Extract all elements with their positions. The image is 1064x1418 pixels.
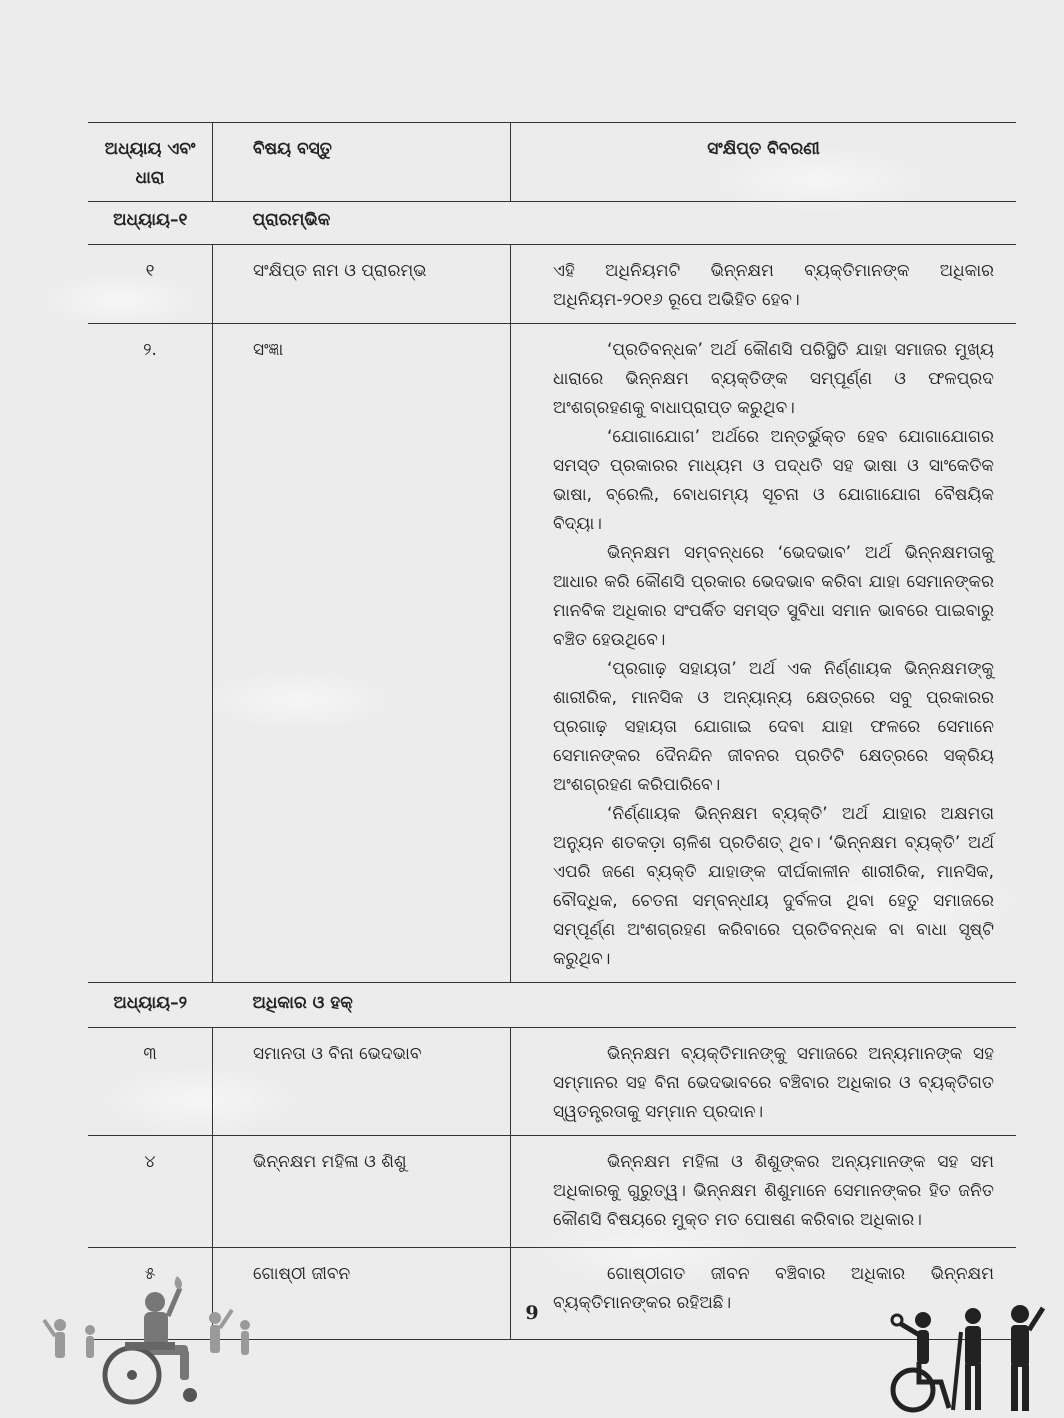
summary-paragraph: ‘ନିର୍ଣ୍ଣାୟକ ଭିନ୍ନକ୍ଷମ ବ୍ୟକ୍ତି’ ଅର୍ଥ ଯାହାର ଅକ୍ଷମତା ଅନ୍ୟୁନ ଶତକଡ଼ା ଚାଳିଶ ପ୍ରତିଶତ୍ ଥିବ। ‘ଭିନ୍ନକ୍ଷମ ବ୍ୟକ୍ତି’ ଅର୍ଥ ଏପରି ଜଣେ ବ୍ୟକ୍ତି ଯାହାଙ୍କ ଦୀର୍ଘକାଳୀନ ଶାରୀରିକ, ମାନସିକ, ବୌଦ୍ଧିକ, ଚେତନା ସମ୍ବନ୍ଧୀୟ ଦୁର୍ବଳତା ଥିବା ହେତୁ ସମାଜରେ ସମ୍ପୂର୍ଣ୍ଣ ଅଂଶଗ୍ରହଣ କରିବାରେ ପ୍ରତିବନ୍ଧକ ବା ବାଧା ସୃଷ୍ଟି କରୁଥିବ। [553, 804, 994, 969]
section-subject: ଭିନ୍ନକ୍ଷମ ମହିଳା ଓ ଶିଶୁ [213, 1136, 511, 1248]
chapter-row [88, 983, 1016, 1028]
section-subject: ସମାନତା ଓ ବିନା ଭେଦଭାବ [213, 1028, 511, 1136]
table-row [88, 1136, 1016, 1248]
summary-paragraph: ‘ଯୋଗାଯୋଗ’ ଅର୍ଥରେ ଅନ୍ତର୍ଭୁକ୍ତ ହେବ ଯୋଗାଯୋଗର ସମସ୍ତ ପ୍ରକାରର ମାଧ୍ୟମ ଓ ପଦ୍ଧତି ସହ ଭାଷା ଓ ସାଂକେତିକ ଭାଷା, ବ୍ରେଲି, ବୋଧଗମ୍ୟ ସୂଚନା ଓ ଯୋଗାଯୋଗ ବୈଷୟିକ ବିଦ୍ୟା। [553, 427, 994, 534]
chapter-label: ଅଧ୍ୟାୟ–୧ [88, 202, 213, 245]
summary-paragraph: ‘ପ୍ରଗାଢ଼ ସହାୟତା’ ଅର୍ଥ ଏକ ନିର୍ଣ୍ଣାୟକ ଭିନ୍ନକ୍ଷମଙ୍କୁ ଶାରୀରିକ, ମାନସିକ ଓ ଅନ୍ୟାନ୍ୟ କ୍ଷେତ୍ରରେ ସବୁ ପ୍ରକାରର ପ୍ରଗାଢ଼ ସହାୟତା ଯୋଗାଇ ଦେବା ଯାହା ଫଳରେ ସେମାନେ ସେମାନଙ୍କର ଦୈନନ୍ଦିନ ଜୀବନର ପ୍ରତିଟି କ୍ଷେତ୍ରରେ ସକ୍ରିୟ ଅଂଶଗ୍ରହଣ କରିପାରିବେ। [553, 659, 994, 795]
header-summary: ସଂକ୍ଷିପ୍ତ ବିବରଣୀ [511, 123, 1017, 202]
summary-paragraph: ଭିନ୍ନକ୍ଷମ ମହିଳା ଓ ଶିଶୁଙ୍କର ଅନ୍ୟମାନଙ୍କ ସହ ସମ ଅଧିକାରକୁ ଗୁରୁତ୍ୱ। ଭିନ୍ନକ୍ଷମ ଶିଶୁମାନେ ସେମାନଙ୍କର ହିତ ଜନିତ କୌଣସି ବିଷୟରେ ମୁକ୍ତ ମତ ପୋଷଣ କରିବାର ଅଧିକାର। [553, 1152, 994, 1230]
celebration-wheelchair-illustration [40, 1270, 280, 1410]
section-number: ୪ [88, 1136, 213, 1248]
section-subject: ଗୋଷ୍ଠୀ ଜୀବନ [213, 1248, 511, 1340]
accessibility-people-icon [875, 1300, 1050, 1415]
chapter-title: ଅଧିକାର ଓ ହକ୍ [213, 983, 511, 1028]
page-number: 9 [525, 1302, 539, 1324]
summary-paragraph: ଭିନ୍ନକ୍ଷମ ବ୍ୟକ୍ତିମାନଙ୍କୁ ସମାଜରେ ଅନ୍ୟମାନଙ୍କ ସହ ସମ୍ମାନର ସହ ବିନା ଭେଦଭାବରେ ବଞ୍ଚିବାର ଅଧିକାର ଓ ବ୍ୟକ୍ତିଗତ ସ୍ୱତନ୍ତ୍ରତାକୁ ସମ୍ମାନ ପ୍ରଦାନ। [553, 1044, 994, 1122]
section-number: ୫ [88, 1248, 213, 1340]
table-row [88, 324, 1016, 983]
header-subject: ବିଷୟ ବସ୍ତୁ [213, 123, 511, 202]
section-summary [511, 245, 1017, 324]
section-number: ୩ [88, 1028, 213, 1136]
chapter-row [88, 202, 1016, 245]
summary-paragraph: ଭିନ୍ନକ୍ଷମ ସମ୍ବନ୍ଧରେ ‘ଭେଦଭାବ’ ଅର୍ଥ ଭିନ୍ନକ୍ଷମତାକୁ ଆଧାର କରି କୌଣସି ପ୍ରକାର ଭେଦଭାବ କରିବା ଯାହା ସେମାନଙ୍କର ମାନବିକ ଅଧିକାର ସଂପର୍କିତ ସମସ୍ତ ସୁବିଧା ସମାନ ଭାବରେ ପାଇବାରୁ ବଞ୍ଚିତ ହେଉଥିବେ। [553, 543, 994, 650]
section-summary [511, 324, 1017, 983]
summary-paragraph: ‘ପ୍ରତିବନ୍ଧକ’ ଅର୍ଥ କୌଣସି ପରିସ୍ଥିତି ଯାହା ସମାଜର ମୁଖ୍ୟ ଧାରାରେ ଭିନ୍ନକ୍ଷମ ବ୍ୟକ୍ତିଙ୍କ ସମ୍ପୂର୍ଣ୍ଣ ଓ ଫଳପ୍ରଦ ଅଂଶଗ୍ରହଣକୁ ବାଧାପ୍ରାପ୍ତ କରୁଥିବ। [553, 340, 994, 418]
chapter-title: ପ୍ରାରମ୍ଭିକ [213, 202, 511, 245]
section-number: ୧ [88, 245, 213, 324]
summary-paragraph: ଏହି ଅଧିନିୟମଟି ଭିନ୍ନକ୍ଷମ ବ୍ୟକ୍ତିମାନଙ୍କ ଅଧିକାର ଅଧିନିୟମ-୨୦୧୬ ରୂପେ ଅଭିହିତ ହେବ। [553, 261, 994, 310]
table-header-row [88, 123, 1016, 202]
rights-table [88, 122, 1016, 1340]
table-row [88, 1028, 1016, 1136]
section-number: ୨. [88, 324, 213, 983]
table-row [88, 245, 1016, 324]
rights-table-container [88, 122, 994, 1340]
section-summary [511, 1136, 1017, 1248]
section-subject: ସଂକ୍ଷିପ୍ତ ନାମ ଓ ପ୍ରାରମ୍ଭ [213, 245, 511, 324]
chapter-label: ଅଧ୍ୟାୟ–୨ [88, 983, 213, 1028]
header-chapter-section: ଅଧ୍ୟାୟ ଏବଂ ଧାରା [88, 123, 213, 202]
section-summary [511, 1028, 1017, 1136]
section-subject: ସଂଜ୍ଞା [213, 324, 511, 983]
summary-paragraph: ଗୋଷ୍ଠୀଗତ ଜୀବନ ବଞ୍ଚିବାର ଅଧିକାର ଭିନ୍ନକ୍ଷମ ବ୍ୟକ୍ତିମାନଙ୍କର ରହିଅଛି। [553, 1264, 994, 1313]
